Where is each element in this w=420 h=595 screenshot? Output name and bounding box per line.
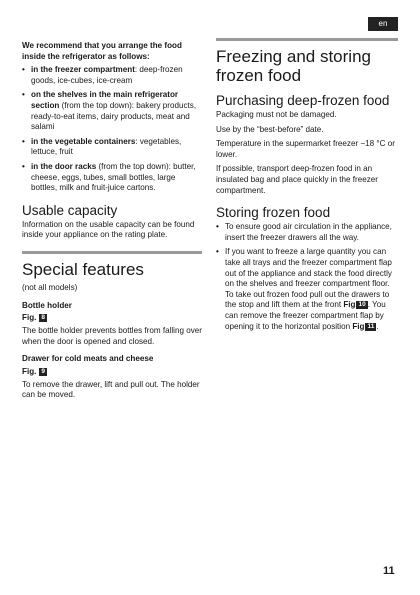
storing-list	[216, 222, 398, 332]
freezing-heading: Freezing and storing frozen food	[216, 47, 371, 85]
list-item: • in the door racks (from the top down): butter, cheese, eggs, tubes, small bottles, large bottles, milk and fruit-juice cartons.	[22, 161, 196, 193]
bottle-holder-text: The bottle holder prevents bottles from falling over when the door is opened and closed.	[22, 326, 202, 346]
special-features-heading: Special features	[22, 259, 144, 279]
paragraph: Temperature in the supermarket freezer −18 °C or lower.	[216, 139, 395, 159]
right-column	[216, 38, 398, 336]
figure-number-badge: 11	[367, 322, 375, 330]
paragraph: If possible, transport deep-frozen food in an insulated bag and place quickly in the freezer compartment.	[216, 164, 378, 195]
drawer-text: To remove the drawer, lift and pull out. The holder can be moved.	[22, 379, 200, 400]
figure-reference: Fig. 9	[22, 366, 46, 376]
list-item: • in the freezer compartment: deep-frozen goods, ice-cubes, ice-cream	[22, 65, 183, 85]
storing-heading: Storing frozen food	[216, 205, 331, 221]
special-features-note: (not all models)	[22, 282, 78, 292]
section-divider	[22, 251, 202, 254]
figure-reference: Fig 10	[343, 300, 366, 310]
usable-capacity-heading: Usable capacity	[22, 202, 118, 218]
storage-list	[22, 65, 202, 194]
figure-number-badge: 10	[358, 301, 366, 309]
language-tab: en	[368, 17, 398, 31]
figure-number-badge: 8	[41, 314, 46, 322]
figure-number-badge: 9	[41, 367, 46, 375]
bottle-holder-heading: Bottle holder	[22, 300, 72, 310]
purchasing-heading: Purchasing deep-frozen food	[216, 93, 390, 108]
list-item: • in the vegetable containers: vegetables, lettuce, fruit	[22, 136, 182, 157]
paragraph: Packaging must not be damaged.	[216, 110, 337, 119]
drawer-heading: Drawer for cold meats and cheese	[22, 354, 154, 364]
list-item: • To ensure good air circulation in the appliance, insert the freezer drawers all the way.	[216, 222, 392, 242]
figure-reference: Fig. 8	[22, 313, 46, 323]
paragraph: Use by the “best-before” date.	[216, 124, 324, 134]
intro-text: We recommend that you arrange the food inside the refrigerator as follows:	[22, 41, 182, 61]
figure-reference: Fig 11	[352, 321, 375, 331]
list-item: • on the shelves in the main refrigerator section (from the top down): bakery products, ready-to-eat items, dairy products, meat and salami	[22, 90, 197, 132]
page-number: 11	[383, 565, 395, 577]
section-divider	[216, 38, 398, 41]
usable-capacity-text: Information on the usable capacity can be found inside your appliance on the rating plate.	[22, 219, 195, 240]
list-item: • If you want to freeze a large quantity you can take all trays and the freezer compartment flap out of the appliance and stack the food directly on the shelves and freezer compartment floor. To take out frozen food pull out the drawers to the stop and lift them at the front Fig 10 . You can remove the freezer compartment flap by opening it to the horizontal position Fig 11 .	[216, 247, 392, 331]
left-column	[22, 38, 202, 405]
